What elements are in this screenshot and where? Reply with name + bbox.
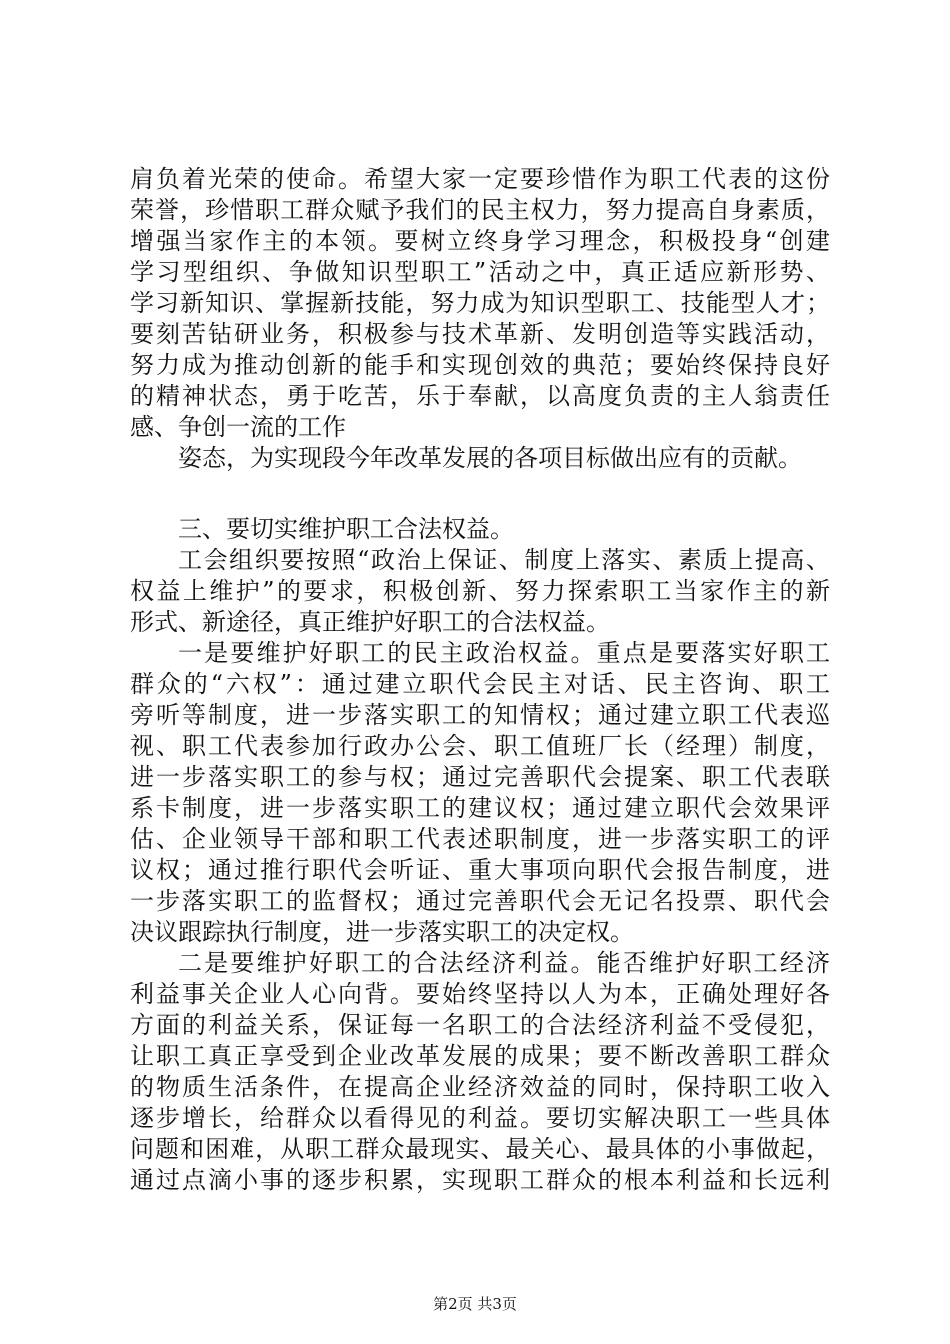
paragraph <box>130 443 830 474</box>
text-line: 肩负着光荣的使命。希望大家一定要珍惜作为职工代表的这份 <box>130 165 830 193</box>
text-line: 方面的利益关系，保证每一名职工的合法经济利益不受侵犯， <box>130 1011 830 1039</box>
paragraph-continuation <box>130 164 830 443</box>
text-line: 进一步落实职工的参与权；通过完善职代会提案、职工代表联 <box>130 763 830 791</box>
paragraph <box>130 638 830 948</box>
text-line: 感、争创一流的工作 <box>130 413 346 441</box>
paragraph-gap <box>130 474 830 514</box>
text-line: 要刻苦钻研业务，积极参与技术革新、发明创造等实践活动， <box>130 320 830 348</box>
text-line: 通过点滴小事的逐步积累，实现职工群众的根本利益和长远利 <box>130 1166 830 1194</box>
text-line: 二是要维护好职工的合法经济利益。能否维护好职工经济 <box>178 949 830 977</box>
text-line: 一步落实职工的监督权；通过完善职代会无记名投票、职代会 <box>130 887 830 915</box>
text-line: 逐步增长，给群众以看得见的利益。要切实解决职工一些具体 <box>130 1104 830 1132</box>
text-line: 学习新知识、掌握新技能，努力成为知识型职工、技能型人才； <box>130 289 830 317</box>
text-line: 一是要维护好职工的民主政治权益。重点是要落实好职工 <box>178 639 830 667</box>
text-line: 的物质生活条件，在提高企业经济效益的同时，保持职工收入 <box>130 1073 830 1101</box>
text-line: 利益事关企业人心向背。要始终坚持以人为本，正确处理好各 <box>130 980 830 1008</box>
paragraph <box>130 948 830 1196</box>
text-line: 旁听等制度，进一步落实职工的知情权；通过建立职工代表巡 <box>130 701 830 729</box>
text-line: 权益上维护”的要求，积极创新、努力探索职工当家作主的新 <box>130 577 830 605</box>
text-line: 让职工真正享受到企业改革发展的成果；要不断改善职工群众 <box>130 1042 830 1070</box>
text-line: 工会组织要按照“政治上保证、制度上落实、素质上提高、 <box>178 546 830 574</box>
text-line: 视、职工代表参加行政办公会、职工值班厂长（经理）制度， <box>130 732 830 760</box>
section-heading-text: 三、要切实维护职工合法权益。 <box>178 515 514 543</box>
text-line: 荣誉，珍惜职工群众赋予我们的民主权力，努力提高自身素质， <box>130 196 830 224</box>
text-line: 形式、新途径，真正维护好职工的合法权益。 <box>130 608 610 636</box>
text-line: 群众的“六权”：通过建立职代会民主对话、民主咨询、职工 <box>130 670 830 698</box>
text-line: 增强当家作主的本领。要树立终身学习理念，积极投身“创建 <box>130 227 830 255</box>
text-line: 估、企业领导干部和职工代表述职制度，进一步落实职工的评 <box>130 825 830 853</box>
page-number: 第2页 共3页 <box>433 1295 517 1313</box>
text-line: 学习型组织、争做知识型职工”活动之中，真正适应新形势、 <box>130 258 830 286</box>
text-line: 问题和困难，从职工群众最现实、最关心、最具体的小事做起， <box>130 1135 830 1163</box>
text-line: 议权；通过推行职代会听证、重大事项向职代会报告制度，进 <box>130 856 830 884</box>
document-body <box>130 164 830 1196</box>
text-line: 的精神状态，勇于吃苦，乐于奉献，以高度负责的主人翁责任 <box>130 382 830 410</box>
section-heading <box>130 514 830 545</box>
text-line: 努力成为推动创新的能手和实现创效的典范；要始终保持良好 <box>130 351 830 379</box>
text-line: 决议跟踪执行制度，进一步落实职工的决定权。 <box>130 918 634 946</box>
page-footer <box>0 1294 950 1314</box>
paragraph <box>130 545 830 638</box>
text-line: 姿态，为实现段今年改革发展的各项目标做出应有的贡献。 <box>178 444 802 472</box>
text-line: 系卡制度，进一步落实职工的建议权；通过建立职代会效果评 <box>130 794 830 822</box>
